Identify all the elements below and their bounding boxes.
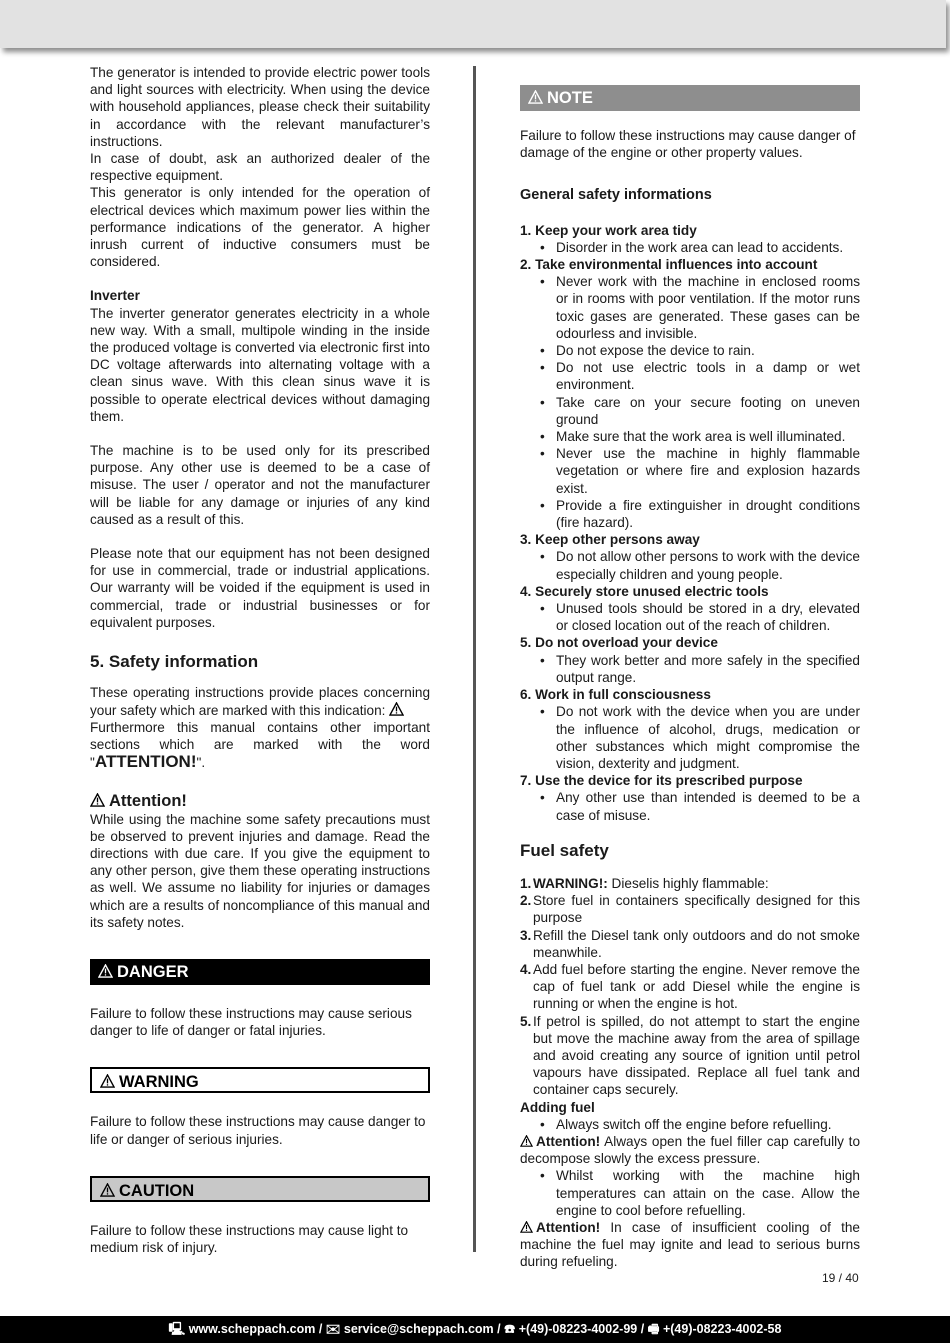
danger-label: DANGER — [117, 962, 189, 981]
caution-text: Failure to follow these instructions may cause light to medium risk of injury. — [90, 1222, 409, 1255]
note-banner — [520, 85, 860, 111]
warning-triangle-icon — [528, 90, 543, 104]
fuel-item: 2. Store fuel in containers specifically designed for this purpose — [520, 893, 860, 926]
purpose-paragraph: The machine is to be used only for its prescribed purpose. Any other use is deemed to be a case of misuse. The user / operator and not the manufacturer will be liable for any damage or injuries of any kind caused as a result of this. — [90, 443, 430, 527]
warning-triangle-icon — [520, 1221, 533, 1233]
list-item — [520, 772, 860, 824]
header-bar — [0, 0, 946, 48]
column-divider — [473, 66, 476, 1252]
warranty-paragraph: Please note that our equipment has not been designed for use in commercial, trade or industrial applications. Our warranty will be voided if the equipment is used in commercial, trade or industrial businesses or for equivalent purposes. — [90, 546, 430, 630]
list-item — [520, 256, 860, 531]
attention-note: Attention! In case of insufficient cooling of the machine the fuel may ignite and lead to serious burns during refueling. — [520, 1219, 860, 1270]
warning-triangle-icon — [90, 793, 105, 807]
intro-paragraph: The generator is intended to provide electric power tools and light sources with electricity. When using the device with household appliances, please check their suitability in accordance with the relevant manufacturer’s instructions. — [90, 65, 430, 149]
warning-triangle-icon — [100, 1183, 115, 1197]
danger-banner — [90, 959, 430, 985]
email-link[interactable]: service@scheppach.com — [343, 1322, 494, 1336]
bullet-item: • Unused tools should be stored in a dry, elevated or closed location out of the reach of children. — [540, 600, 860, 634]
warning-triangle-icon — [98, 964, 113, 978]
bullet-item: • Disorder in the work area can lead to accidents. — [540, 239, 860, 256]
bullet-item: • Never use the machine in highly flammable vegetation or where fire and explosion hazards exist. — [540, 445, 860, 497]
attention-paragraph: While using the machine some safety precautions must be observed to prevent injuries and damage. Read the directions with due care. If you give the equipment to any other person, give them these operating instructions as well. We assume no liability for injuries or damages which are a results of noncompliance of this manual and its safety notes. — [90, 811, 430, 930]
phone-number: +(49)-08223-4002-99 — [518, 1322, 638, 1336]
bullet-item: • Any other use than intended is deemed to be a case of misuse. — [540, 789, 860, 823]
danger-text: Failure to follow these instructions may cause serious danger to life of danger or fatal injuries. — [90, 1005, 412, 1039]
section-title-safety: 5. Safety information — [90, 652, 259, 672]
attention-heading — [90, 793, 430, 810]
fuel-item: 4. Add fuel before starting the engine. Never remove the cap of fuel tank or add Diesel while the engine is running or when the engine is hot. — [520, 961, 860, 1012]
warning-triangle-icon — [389, 702, 404, 716]
list-item — [520, 531, 860, 583]
bullet-item: • Do not work with the device when you are under the influence of alcohol, drugs, medication or other substances which might compromise the vision, dexterity and judgment. — [540, 703, 860, 772]
general-safety-heading: General safety informations — [520, 187, 712, 204]
bullet-item: • Do not expose the device to rain. — [540, 342, 860, 359]
fuel-item: 5. If petrol is spilled, do not attempt to start the engine but move the machine away from the area of spillage and avoid creating any source of ignition until petrol vapours have dissipated. Replace all fuel tank and container caps securely. — [520, 1013, 860, 1098]
safety-list — [520, 222, 860, 824]
list-item-title: 5. Do not overload your device — [520, 635, 718, 651]
note-text: Failure to follow these instructions may cause danger of damage of the engine or other property values. — [520, 128, 856, 161]
email-icon: ✉ — [325, 1322, 341, 1336]
attention-title: Attention! — [109, 792, 187, 811]
bullet-item: • Never work with the machine in enclosed rooms or in rooms with poor ventilation. If the motor runs toxic gases are generated. These gases can be odourless and invisible. — [540, 273, 860, 342]
warning-text: Failure to follow these instructions may cause danger to life or danger of serious injuries. — [90, 1114, 426, 1147]
warning-banner — [90, 1067, 430, 1093]
list-item-title: 7. Use the device for its prescribed purpose — [520, 773, 803, 789]
adding-fuel-heading: Adding fuel — [520, 1099, 595, 1115]
list-item — [520, 634, 860, 686]
fuel-item: 3. Refill the Diesel tank only outdoors and do not smoke meanwhile. — [520, 927, 860, 960]
bullet-item: • Provide a fire extinguisher in drought conditions (fire hazard). — [540, 497, 860, 531]
fuel-item: 1. WARNING!: Dieselis highly flammable: — [520, 875, 769, 891]
list-item-title: 1. Keep your work area tidy — [520, 222, 697, 238]
fuel-safety-heading: Fuel safety — [520, 840, 609, 860]
right-column — [520, 66, 860, 1271]
bullet-item: • Always switch off the engine before refuelling. — [540, 1116, 860, 1133]
attention-word-pre: Furthermore this manual contains other important sections which are marked with the word " — [90, 719, 430, 771]
list-item-title: 4. Securely store unused electric tools — [520, 583, 769, 599]
list-item — [520, 222, 860, 256]
inverter-paragraph: The inverter generator generates electricity in a whole new way. With a small, multipole winding in the inside the produced voltage is converted via electronic first into DC voltage afterwards into alternating voltage with a clean sinus wave. With this clean sinus wave it is possible to operate electrical devices without damaging them. — [90, 305, 430, 424]
safety-intro-text: These operating instructions provide places concerning your safety which are marked with this indication: — [90, 685, 430, 718]
list-item-title: 2. Take environmental influences into account — [520, 257, 818, 273]
list-item — [520, 583, 860, 635]
note-label: NOTE — [547, 89, 593, 107]
power-paragraph: This generator is only intended for the operation of electrical devices which maximum power lies within the performance indications of the generator. A higher inrush current of inductive consumers must be considered. — [90, 185, 430, 270]
phone-icon: ☎ — [504, 1322, 516, 1336]
warning-triangle-icon — [520, 1135, 533, 1147]
bullet-item: • Make sure that the work area is well illuminated. — [540, 428, 860, 445]
dealer-paragraph: In case of doubt, ask an authorized dealer of the respective equipment. — [90, 151, 430, 184]
footer-bar: 🖳 www.scheppach.com / ✉ service@scheppach.com / ☎ +(49)-08223-4002-99 / 🖷 +(49)-08223-4002-58 — [0, 1316, 950, 1343]
warning-triangle-icon — [100, 1074, 115, 1088]
website-link[interactable]: www.scheppach.com — [188, 1322, 316, 1336]
bullet-item: • Do not allow other persons to work with the device especially children and young people. — [540, 548, 860, 582]
bullet-item: • Take care on your secure footing on uneven ground — [540, 394, 860, 428]
bullet-item: • Do not use electric tools in a damp or wet environment. — [540, 359, 860, 393]
list-item — [520, 686, 860, 772]
list-item-title: 6. Work in full consciousness — [520, 687, 711, 703]
fuel-warning-label: WARNING!: — [533, 875, 608, 891]
attention-word-post: ". — [196, 755, 206, 771]
safety-intro — [90, 684, 430, 718]
fax-number: +(49)-08223-4002-58 — [662, 1322, 782, 1336]
bullet-item: • They work better and more safely in the specified output range. — [540, 652, 860, 686]
attention-word-paragraph — [90, 719, 430, 772]
caution-banner — [90, 1176, 430, 1202]
attention-note: Attention! Always open the fuel filler cap carefully to decompose slowly the excess pressure. — [520, 1133, 860, 1167]
computer-icon: 🖳 — [168, 1322, 186, 1336]
page-number: 19 / 40 — [822, 1271, 859, 1285]
warning-label: WARNING — [119, 1073, 199, 1092]
fax-icon: 🖷 — [647, 1322, 660, 1336]
list-item-title: 3. Keep other persons away — [520, 532, 700, 548]
bullet-item: • Whilst working with the machine high temperatures can attain on the case. Allow the engine to cool before refuelling. — [540, 1167, 860, 1219]
inverter-heading: Inverter — [90, 288, 140, 304]
left-column — [90, 64, 430, 1256]
attention-word: ATTENTION! — [94, 752, 197, 772]
caution-label: CAUTION — [119, 1181, 195, 1200]
